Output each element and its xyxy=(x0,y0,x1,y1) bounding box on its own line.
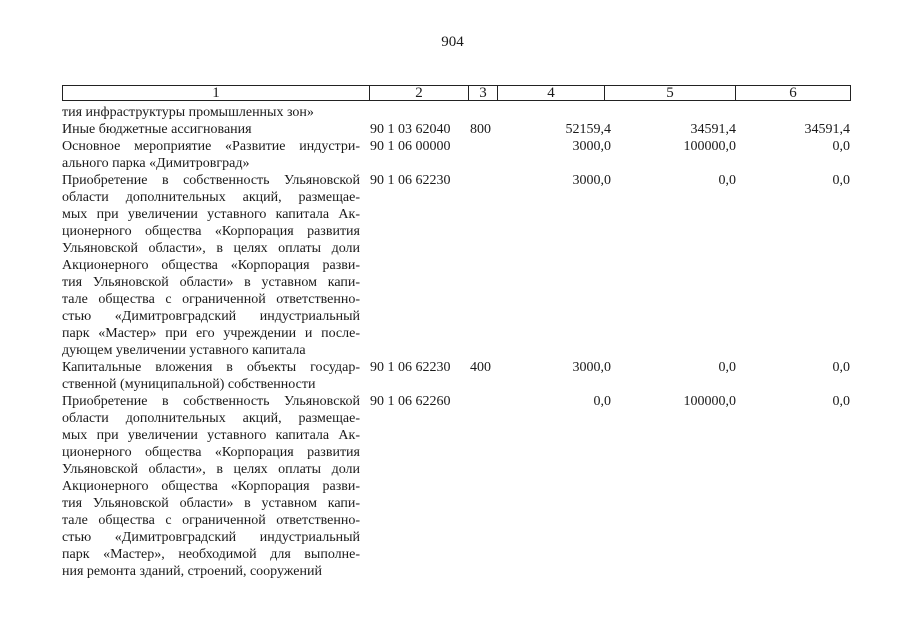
row-value-col4: 3000,0 xyxy=(572,360,611,375)
description-line: области дополнительных акций, размещае- xyxy=(62,411,360,426)
description-line: тале общества с ограниченной ответственно- xyxy=(62,292,360,307)
table-row xyxy=(62,359,852,393)
description-line: Приобретение в собственность Ульяновской xyxy=(62,394,360,409)
description-line: мых при увеличении уставного капитала Ак- xyxy=(62,207,360,222)
row-code xyxy=(360,104,470,121)
row-expense-type xyxy=(470,138,506,172)
page-number: 904 xyxy=(441,34,464,50)
description-line: парк «Мастер» при его учреждении и после- xyxy=(62,326,360,341)
description-line: Акционерного общества «Корпорация разви- xyxy=(62,258,360,273)
row-value-col4: 3000,0 xyxy=(572,173,611,188)
description-line: ния ремонта зданий, строений, сооружений xyxy=(62,564,322,579)
row-expense-type: 800 xyxy=(470,122,491,137)
row-value-col5: 0,0 xyxy=(718,173,736,188)
description-line: тия Ульяновской области» в уставном капи- xyxy=(62,275,360,290)
header-col-5: 5 xyxy=(605,86,736,101)
table-row xyxy=(62,104,852,121)
description-line: Акционерного общества «Корпорация разви- xyxy=(62,479,360,494)
description-line: тале общества с ограниченной ответственно- xyxy=(62,513,360,528)
table-row xyxy=(62,121,852,138)
row-value-col5: 0,0 xyxy=(718,360,736,375)
row-description xyxy=(62,359,360,393)
row-value-col4: 0,0 xyxy=(593,394,611,409)
header-col-2: 2 xyxy=(370,86,469,101)
row-code: 90 1 06 00000 xyxy=(370,139,451,154)
row-description xyxy=(62,138,360,172)
description-line: тия инфраструктуры промышленных зон» xyxy=(62,105,314,120)
description-line: Ульяновской области», в целях оплаты доли xyxy=(62,462,360,477)
row-value-col6 xyxy=(736,104,850,121)
description-line: Ульяновской области», в целях оплаты доли xyxy=(62,241,360,256)
row-value-col4 xyxy=(506,104,611,121)
table-row xyxy=(62,138,852,172)
row-description xyxy=(62,104,360,121)
row-code: 90 1 03 62040 xyxy=(370,122,451,137)
description-line: парк «Мастер», необходимой для выполне- xyxy=(62,547,360,562)
row-expense-type xyxy=(470,104,506,121)
description-line: Иные бюджетные ассигнования xyxy=(62,122,252,137)
row-value-col4: 3000,0 xyxy=(572,139,611,154)
row-value-col4: 52159,4 xyxy=(565,122,611,137)
description-line: Приобретение в собственность Ульяновской xyxy=(62,173,360,188)
description-line: ционерного общества «Корпорация развития xyxy=(62,224,360,239)
row-code: 90 1 06 62260 xyxy=(370,394,451,409)
row-value-col6: 0,0 xyxy=(832,394,850,409)
row-expense-type: 400 xyxy=(470,360,491,375)
row-value-col5: 34591,4 xyxy=(690,122,736,137)
row-value-col6: 0,0 xyxy=(832,139,850,154)
description-line: ального парка «Димитровград» xyxy=(62,156,250,171)
column-header-row xyxy=(62,85,851,101)
table-row xyxy=(62,393,852,580)
description-line: дующем увеличении уставного капитала xyxy=(62,343,306,358)
row-expense-type xyxy=(470,393,506,580)
header-col-1: 1 xyxy=(63,86,370,101)
row-code: 90 1 06 62230 xyxy=(370,360,451,375)
row-expense-type xyxy=(470,172,506,359)
description-line: стью «Димитровградский индустриальный xyxy=(62,530,360,545)
row-value-col5: 100000,0 xyxy=(683,139,736,154)
header-col-3: 3 xyxy=(469,86,498,101)
row-description xyxy=(62,121,360,138)
budget-table-body xyxy=(62,104,852,580)
row-value-col6: 34591,4 xyxy=(804,122,850,137)
description-line: стью «Димитровградский индустриальный xyxy=(62,309,360,324)
description-line: мых при увеличении уставного капитала Ак- xyxy=(62,428,360,443)
row-description xyxy=(62,172,360,359)
row-code: 90 1 06 62230 xyxy=(370,173,451,188)
row-description xyxy=(62,393,360,580)
description-line: ционерного общества «Корпорация развития xyxy=(62,445,360,460)
row-value-col6: 0,0 xyxy=(832,360,850,375)
table-row xyxy=(62,172,852,359)
description-line: ственной (муниципальной) собственности xyxy=(62,377,316,392)
header-col-4: 4 xyxy=(498,86,605,101)
row-value-col5 xyxy=(611,104,736,121)
description-line: Основное мероприятие «Развитие индустри- xyxy=(62,139,360,154)
description-line: области дополнительных акций, размещае- xyxy=(62,190,360,205)
description-line: тия Ульяновской области» в уставном капи- xyxy=(62,496,360,511)
row-value-col5: 100000,0 xyxy=(683,394,736,409)
description-line: Капитальные вложения в объекты государ- xyxy=(62,360,360,375)
header-col-6: 6 xyxy=(736,86,851,101)
row-value-col6: 0,0 xyxy=(832,173,850,188)
